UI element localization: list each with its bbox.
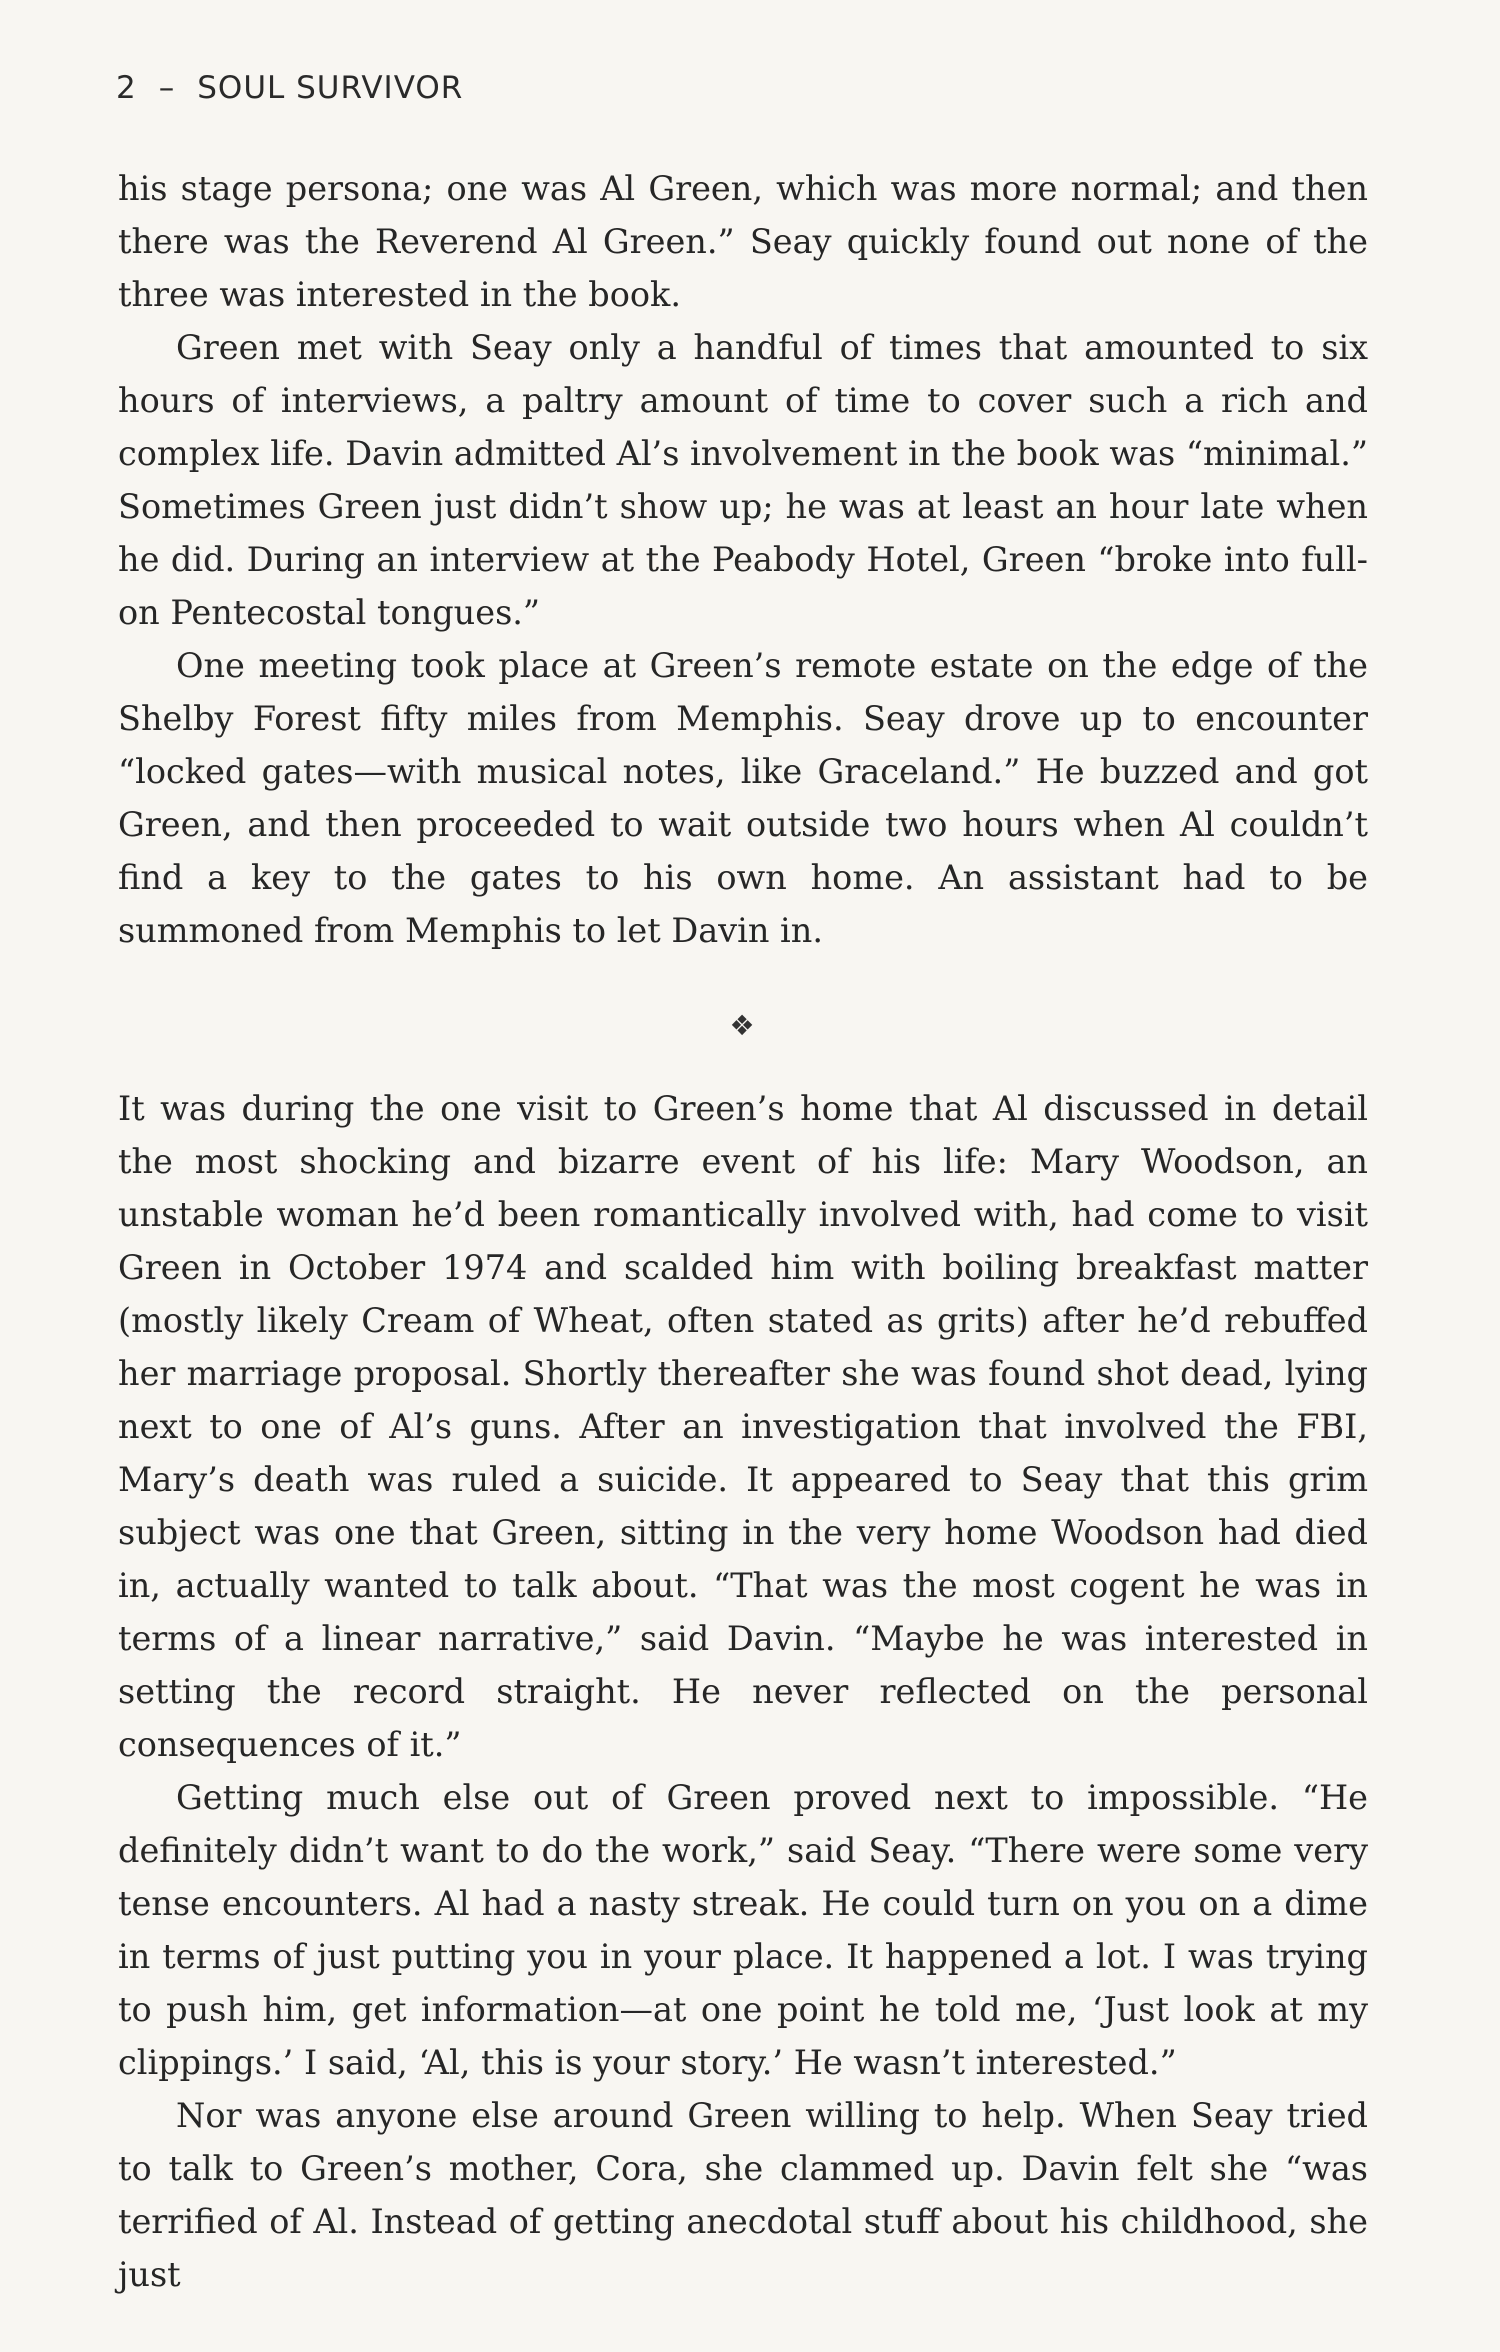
paragraph: Green met with Seay only a handful of times that amounted to six hours of interviews, a paltry amount of time to cover such a rich and complex life. Davin admitted Al’s involvement in the book was “minimal.” Sometimes Green just didn’t show up; he was at least an hour late when he did. During an interview at the Peabody Hotel, Green “broke into full-on Pentecostal tongues.” bbox=[118, 328, 1368, 632]
paragraph: Nor was anyone else around Green willing to help. When Seay tried to talk to Green’s mother, Cora, she clammed up. Davin felt she “was terrified of Al. Instead of getting anecdotal stuff about his childhood, she just bbox=[118, 2096, 1368, 2294]
paragraph: Getting much else out of Green proved next to impossible. “He definitely didn’t want to do the work,” said Seay. “There were some very tense encounters. Al had a nasty streak. He could turn on you on a dime in terms of just putting you in your place. It happened a lot. I was trying to push him, get information—at one point he told me, ‘Just look at my clippings.’ I said, ‘Al, this is your story.’ He wasn’t interested.” bbox=[118, 1778, 1368, 2082]
text-block-lower bbox=[118, 1082, 1368, 2301]
paragraph-section-start: It was during the one visit to Green’s home that Al discussed in detail the most shocking and bizarre event of his life: Mary Woodson, an unstable woman he’d been romantically involved with, had come to visit Green in October 1974 and scalded him with boiling breakfast matter (mostly likely Cream of Wheat, often stated as grits) after he’d rebuffed her marriage proposal. Shortly thereafter she was found shot dead, lying next to one of Al’s guns. After an investigation that involved the FBI, Mary’s death was ruled a suicide. It appeared to Seay that this grim subject was one that Green, sitting in the very home Woodson had died in, actually wanted to talk about. “That was the most cogent he was in terms of a linear narrative,” said Davin. “Maybe he was interested in setting the record straight. He never reflected on the personal consequences of it.” bbox=[118, 1089, 1368, 1764]
section-break-ornament: ❖ bbox=[729, 1009, 755, 1042]
running-header bbox=[116, 70, 463, 106]
paragraph-continuation: his stage persona; one was Al Green, which was more normal; and then there was the Reverend Al Green.” Seay quickly found out none of the three was interested in the book. bbox=[118, 169, 1368, 314]
running-title: SOUL SURVIVOR bbox=[197, 70, 464, 106]
header-separator: – bbox=[158, 70, 176, 106]
text-block-upper bbox=[118, 162, 1368, 957]
page-number: 2 bbox=[116, 70, 137, 106]
paragraph: One meeting took place at Green’s remote estate on the edge of the Shelby Forest fifty miles from Memphis. Seay drove up to encounter “locked gates—with musical notes, like Graceland.” He buzzed and got Green, and then proceeded to wait outside two hours when Al couldn’t find a key to the gates to his own home. An assistant had to be summoned from Memphis to let Davin in. bbox=[118, 646, 1368, 950]
